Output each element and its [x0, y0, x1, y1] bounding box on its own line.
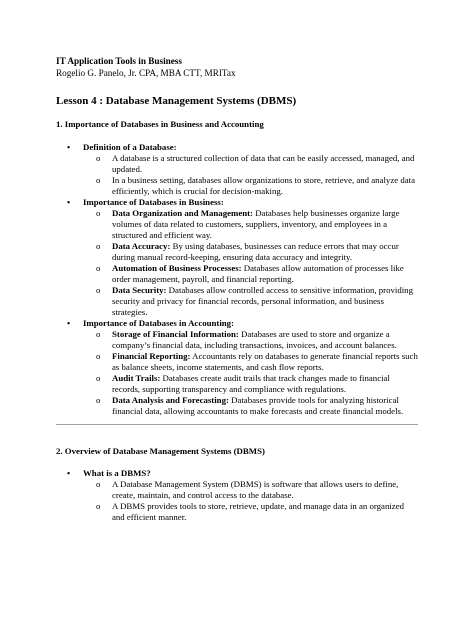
sub-item-text: A database is a structured collection of data that can be easily accessed, managed, and updated.: [112, 153, 415, 174]
sub-list: [83, 329, 418, 417]
sub-item-text: Databases provide tools for analyzing historical financial data, allowing accountants to make forecasts and create financial models.: [112, 395, 404, 416]
sub-bullet-marker: o: [96, 351, 101, 361]
sub-bullet-marker: o: [96, 175, 101, 185]
section-2-list: [56, 468, 418, 523]
sub-item-term: Automation of Business Processes:: [112, 263, 242, 273]
lesson-title: Lesson 4 : Database Management Systems (DBMS): [56, 95, 297, 107]
sub-list-item: [83, 479, 418, 501]
sub-bullet-marker: o: [96, 241, 101, 251]
bullet-marker: •: [67, 318, 71, 328]
sub-item-text: Databases are used to store and organize a company’s financial data, including transactions, invoices, and account balances.: [112, 329, 397, 350]
sub-item-term: Audit Trails:: [112, 373, 161, 383]
sub-bullet-marker: o: [96, 479, 101, 489]
sub-item-text: Databases allow automation of processes like order management, payroll, and financial reporting.: [112, 263, 404, 284]
sub-item-text: A DBMS provides tools to store, retrieve, update, and manage data in an organized and efficient manner.: [112, 501, 405, 522]
sub-list-item: [83, 241, 418, 263]
sub-bullet-marker: o: [96, 208, 101, 218]
bullet-item-label: Importance of Databases in Business:: [83, 197, 224, 207]
sub-bullet-marker: o: [96, 153, 101, 163]
sub-item-text: By using databases, businesses can reduce errors that may occur during manual record-keeping, ensuring data accuracy and integrity.: [112, 241, 399, 262]
sub-list-item: [83, 208, 418, 241]
sub-bullet-marker: o: [96, 395, 101, 405]
bullet-item: [56, 197, 418, 318]
bullet-item-label: Definition of a Database:: [83, 142, 177, 152]
sub-item-text: Accountants rely on databases to generate financial reports such as balance sheets, income statements, and cash flow reports.: [112, 351, 418, 372]
sub-item-term: Financial Reporting:: [112, 351, 191, 361]
bullet-item-label: Importance of Databases in Accounting:: [83, 318, 235, 328]
sub-bullet-marker: o: [96, 373, 101, 383]
sub-list: [83, 479, 418, 523]
bullet-marker: •: [67, 468, 71, 478]
sub-item-term: Storage of Financial Information:: [112, 329, 239, 339]
sub-bullet-marker: o: [96, 329, 101, 339]
horizontal-divider: [56, 424, 418, 425]
bullet-item-label: What is a DBMS?: [83, 468, 151, 478]
sub-item-term: Data Analysis and Forecasting:: [112, 395, 229, 405]
sub-list-item: [83, 351, 418, 373]
author-line: Rogelio G. Panelo, Jr. CPA, MBA CTT, MRITax: [56, 67, 236, 78]
section-1-list: [56, 142, 418, 417]
sub-item-text: Databases allow controlled access to sensitive information, providing security and privacy for financial records, personal information, and business strategies.: [112, 285, 413, 317]
document-header: [56, 56, 418, 79]
sub-bullet-marker: o: [96, 285, 101, 295]
bullet-marker: •: [67, 197, 71, 207]
bullet-marker: •: [67, 142, 71, 152]
sub-list-item: [83, 175, 418, 197]
sub-list: [83, 153, 418, 197]
bullet-item: [56, 142, 418, 197]
sub-list-item: [83, 373, 418, 395]
sub-item-text: A Database Management System (DBMS) is software that allows users to define, create, maintain, and control access to the database.: [112, 479, 399, 500]
sub-list-item: [83, 263, 418, 285]
sub-list-item: [83, 501, 418, 523]
sub-list: [83, 208, 418, 318]
sub-list-item: [83, 153, 418, 175]
sub-item-text: Databases create audit trails that track changes made to financial records, supporting transparency and compliance with regulations.: [112, 373, 390, 394]
sub-list-item: [83, 329, 418, 351]
bullet-item: [56, 318, 418, 417]
sub-list-item: [83, 395, 418, 417]
section-2-title: 2. Overview of Database Management Systems (DBMS): [56, 446, 265, 456]
section-1-title: 1. Importance of Databases in Business and Accounting: [56, 119, 264, 129]
sub-item-text: Databases help businesses organize large volumes of data related to customers, suppliers, inventory, and employees in a structured and efficient way.: [112, 208, 400, 240]
sub-bullet-marker: o: [96, 263, 101, 273]
sub-item-term: Data Security:: [112, 285, 167, 295]
sub-bullet-marker: o: [96, 501, 101, 511]
sub-item-text: In a business setting, databases allow organizations to store, retrieve, and analyze data efficiently, which is crucial for decision-making.: [112, 175, 415, 196]
bullet-item: [56, 468, 418, 523]
sub-list-item: [83, 285, 418, 318]
sub-item-term: Data Accuracy:: [112, 241, 171, 251]
sub-item-term: Data Organization and Management:: [112, 208, 253, 218]
document-page: [56, 56, 418, 523]
course-title: IT Application Tools in Business: [56, 56, 182, 66]
